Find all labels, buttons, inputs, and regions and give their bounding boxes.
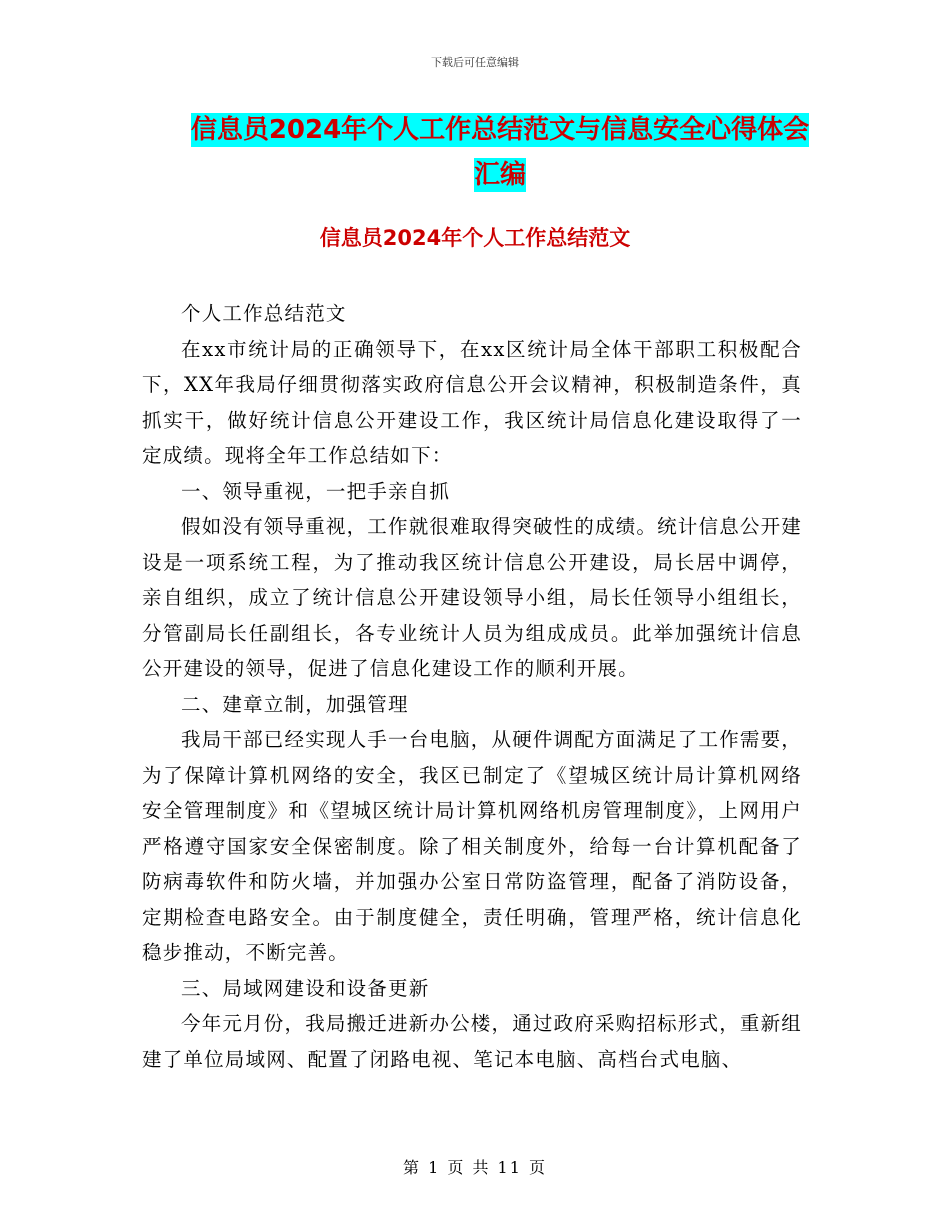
document-title-line2: 汇编 bbox=[473, 160, 526, 190]
paragraph: 我局干部已经实现人手一台电脑，从硬件调配方面满足了工作需要，为了保障计算机网络的安全，我区已制定了《望城区统计局计算机网络安全管理制度》和《望城区统计局计算机网络机房管理制度》，上网用户严格遵守国家安全保密制度。除了相关制度外，给每一台计算机配备了防病毒软件和防火墙，并加强办公室日常防盗管理，配备了消防设备，定期检查电路安全。由于制度健全，责任明确，管理严格，统计信息化稳步推动，不断完善。 bbox=[142, 728, 803, 964]
document-title bbox=[150, 108, 850, 198]
page-footer: 第 1 页 共 11 页 bbox=[403, 1158, 547, 1177]
section-title: 信息员2024年个人工作总结范文 bbox=[319, 226, 631, 250]
paragraph: 假如没有领导重视，工作就很难取得突破性的成绩。统计信息公开建设是一项系统工程，为了推动我区统计信息公开建设，局长居中调停，亲自组织，成立了统计信息公开建设领导小组，局长任领导小组组长，分管副局长任副组长，各专业统计人员为组成成员。此举加强统计信息公开建设的领导，促进了信息化建设工作的顺利开展。 bbox=[142, 515, 803, 680]
paragraph: 在xx市统计局的正确领导下，在xx区统计局全体干部职工积极配合下，XX年我局仔细贯彻落实政府信息公开会议精神，积极制造条件，真抓实干，做好统计信息公开建设工作，我区统计局信息化建设取得了一定成绩。现将全年工作总结如下： bbox=[142, 337, 802, 467]
paragraph: 个人工作总结范文 bbox=[181, 302, 347, 325]
paragraph: 二、建章立制，加强管理 bbox=[181, 692, 409, 716]
paragraph: 今年元月份，我局搬迁进新办公楼，通过政府采购招标形式，重新组建了单位局域网、配置了闭路电视、笔记本电脑、高档台式电脑、 bbox=[142, 1012, 803, 1071]
header-note: 下载后可任意编辑 bbox=[431, 56, 519, 69]
paragraph: 一、领导重视，一把手亲自抓 bbox=[181, 479, 451, 503]
body-text bbox=[142, 296, 802, 1077]
paragraph: 三、局域网建设和设备更新 bbox=[181, 976, 430, 1000]
document-title-line1: 信息员2024年个人工作总结范文与信息安全心得体会 bbox=[190, 115, 810, 145]
